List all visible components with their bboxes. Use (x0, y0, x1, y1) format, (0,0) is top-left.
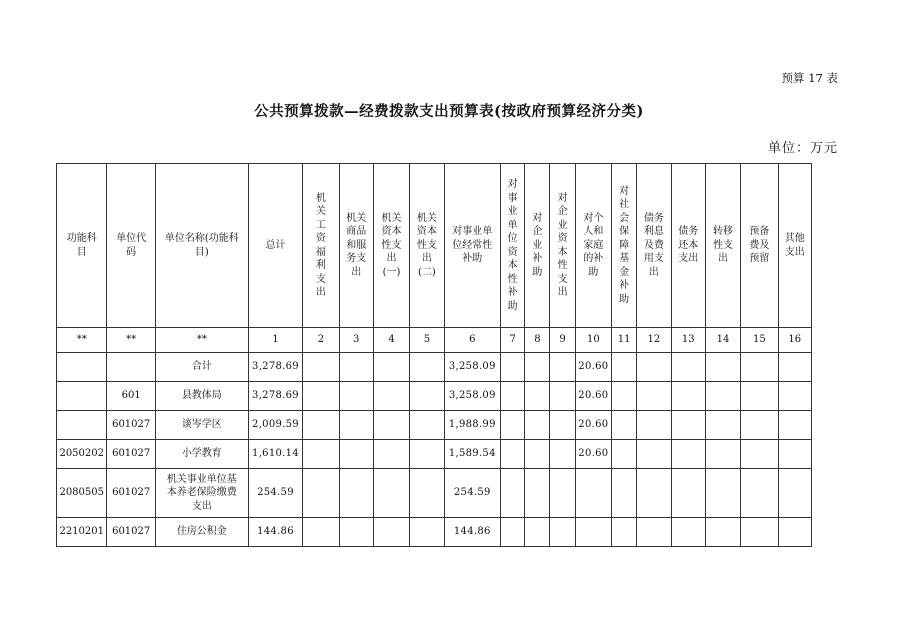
col-header-12: 债务利息及费用支出 (637, 164, 671, 328)
col-header-func-subject: 功能科目 (57, 164, 107, 328)
col-header-16: 其他支出 (778, 164, 811, 328)
cell-name: 小学教育 (155, 440, 248, 469)
budget-table (56, 163, 812, 547)
cell (525, 469, 550, 518)
cell (373, 411, 409, 440)
cell-func (57, 382, 107, 411)
cell-func (57, 411, 107, 440)
cell (612, 353, 637, 382)
cell: 20.60 (575, 440, 611, 469)
cell (339, 382, 373, 411)
column-number: 11 (612, 328, 637, 353)
col-header-14: 转移性支出 (705, 164, 740, 328)
page-label: 预算 17 表 (781, 71, 838, 85)
cell (373, 382, 409, 411)
cell (303, 382, 339, 411)
cell (303, 469, 339, 518)
cell (501, 469, 525, 518)
column-number: 1 (248, 328, 303, 353)
cell (550, 353, 575, 382)
cell-total: 254.59 (248, 469, 303, 518)
cell: 3,258.09 (444, 382, 501, 411)
cell (778, 382, 811, 411)
cell (612, 440, 637, 469)
column-number: 14 (705, 328, 740, 353)
header-row (57, 164, 812, 328)
cell (705, 353, 740, 382)
cell-code: 601027 (107, 518, 155, 547)
cell (501, 411, 525, 440)
cell-func: 2080505 (57, 469, 107, 518)
cell: 144.86 (444, 518, 501, 547)
col-header-3: 机关商品和服务支出 (339, 164, 373, 328)
cell (501, 382, 525, 411)
cell (741, 382, 778, 411)
cell (550, 382, 575, 411)
cell (501, 440, 525, 469)
cell (550, 518, 575, 547)
cell (671, 411, 705, 440)
col-header-unit-code: 单位代码 (107, 164, 155, 328)
cell (339, 440, 373, 469)
cell (671, 469, 705, 518)
cell: 20.60 (575, 411, 611, 440)
col-header-4: 机关资本性支出(一) (373, 164, 409, 328)
cell (575, 518, 611, 547)
col-header-6: 对事业单位经常性补助 (444, 164, 501, 328)
table-row (57, 518, 812, 547)
cell-name: 住房公积金 (155, 518, 248, 547)
cell (705, 411, 740, 440)
cell (671, 440, 705, 469)
table-row-total (57, 353, 812, 382)
cell (637, 518, 671, 547)
col-header-11: 对社会保障基金补助 (612, 164, 637, 328)
col-header-8: 对企业补助 (525, 164, 550, 328)
cell (303, 518, 339, 547)
column-number: 3 (339, 328, 373, 353)
cell: 3,258.09 (444, 353, 501, 382)
cell-func: 2210201 (57, 518, 107, 547)
cell (778, 411, 811, 440)
cell (373, 469, 409, 518)
column-number: 16 (778, 328, 811, 353)
cell (303, 440, 339, 469)
col-header-unit-name: 单位名称(功能科目) (155, 164, 248, 328)
cell-total: 2,009.59 (248, 411, 303, 440)
cell (501, 353, 525, 382)
cell (671, 382, 705, 411)
unit-label: 单位：万元 (767, 141, 838, 156)
cell-code: 601027 (107, 411, 155, 440)
cell (303, 411, 339, 440)
cell (741, 353, 778, 382)
cell-name: 谈岑学区 (155, 411, 248, 440)
cell (612, 469, 637, 518)
cell-code: 601 (107, 382, 155, 411)
column-number: ** (57, 328, 107, 353)
column-number: 9 (550, 328, 575, 353)
cell (410, 353, 444, 382)
column-number: 15 (741, 328, 778, 353)
cell (741, 518, 778, 547)
document-title: 公共预算拨款—经费拨款支出预算表(按政府预算经济分类) (254, 103, 644, 120)
cell (612, 382, 637, 411)
table-row (57, 440, 812, 469)
cell (778, 469, 811, 518)
cell (339, 469, 373, 518)
cell-func (57, 353, 107, 382)
cell: 1,589.54 (444, 440, 501, 469)
col-header-5: 机关资本性支出(二) (410, 164, 444, 328)
cell-code: 601027 (107, 469, 155, 518)
cell-total: 1,610.14 (248, 440, 303, 469)
cell-name: 机关事业单位基本养老保险缴费支出 (155, 469, 248, 518)
column-number: 10 (575, 328, 611, 353)
cell (410, 440, 444, 469)
cell (778, 440, 811, 469)
cell (612, 518, 637, 547)
cell (525, 440, 550, 469)
cell (637, 469, 671, 518)
cell: 20.60 (575, 353, 611, 382)
cell-total: 3,278.69 (248, 382, 303, 411)
column-number: 5 (410, 328, 444, 353)
cell (525, 518, 550, 547)
cell: 1,988.99 (444, 411, 501, 440)
cell-code (107, 353, 155, 382)
cell-total: 144.86 (248, 518, 303, 547)
col-header-total: 总计 (248, 164, 303, 328)
cell-code: 601027 (107, 440, 155, 469)
cell (303, 353, 339, 382)
cell (637, 411, 671, 440)
cell (705, 469, 740, 518)
table-row (57, 382, 812, 411)
cell (705, 518, 740, 547)
col-header-9: 对企业资本性支出 (550, 164, 575, 328)
table-row (57, 411, 812, 440)
cell (501, 518, 525, 547)
col-header-10: 对个人和家庭的补助 (575, 164, 611, 328)
table-row (57, 469, 812, 518)
col-header-13: 债务还本支出 (671, 164, 705, 328)
cell (637, 353, 671, 382)
cell (778, 518, 811, 547)
column-number: 7 (501, 328, 525, 353)
column-number: ** (155, 328, 248, 353)
column-number: 4 (373, 328, 409, 353)
cell (373, 518, 409, 547)
cell (410, 518, 444, 547)
cell-name: 县教体局 (155, 382, 248, 411)
cell (525, 411, 550, 440)
cell (525, 382, 550, 411)
column-number: 8 (525, 328, 550, 353)
cell (373, 353, 409, 382)
cell (778, 353, 811, 382)
cell (705, 440, 740, 469)
cell (637, 440, 671, 469)
cell-total: 3,278.69 (248, 353, 303, 382)
cell (550, 469, 575, 518)
cell (410, 411, 444, 440)
col-header-7: 对事业单位资本性补助 (501, 164, 525, 328)
cell-func: 2050202 (57, 440, 107, 469)
cell: 20.60 (575, 382, 611, 411)
cell (373, 440, 409, 469)
column-number: 12 (637, 328, 671, 353)
col-header-2: 机关工资福利支出 (303, 164, 339, 328)
cell (550, 440, 575, 469)
column-number: ** (107, 328, 155, 353)
cell (339, 518, 373, 547)
cell (410, 382, 444, 411)
cell: 254.59 (444, 469, 501, 518)
cell (339, 411, 373, 440)
cell (339, 353, 373, 382)
column-number-row (57, 328, 812, 353)
cell (550, 411, 575, 440)
cell (671, 353, 705, 382)
cell (612, 411, 637, 440)
cell (671, 518, 705, 547)
column-number: 2 (303, 328, 339, 353)
col-header-15: 预备费及预留 (741, 164, 778, 328)
cell (741, 469, 778, 518)
cell (705, 382, 740, 411)
cell (410, 469, 444, 518)
cell-name: 合计 (155, 353, 248, 382)
cell (741, 411, 778, 440)
cell (575, 469, 611, 518)
column-number: 13 (671, 328, 705, 353)
column-number: 6 (444, 328, 501, 353)
cell (525, 353, 550, 382)
cell (741, 440, 778, 469)
cell (637, 382, 671, 411)
